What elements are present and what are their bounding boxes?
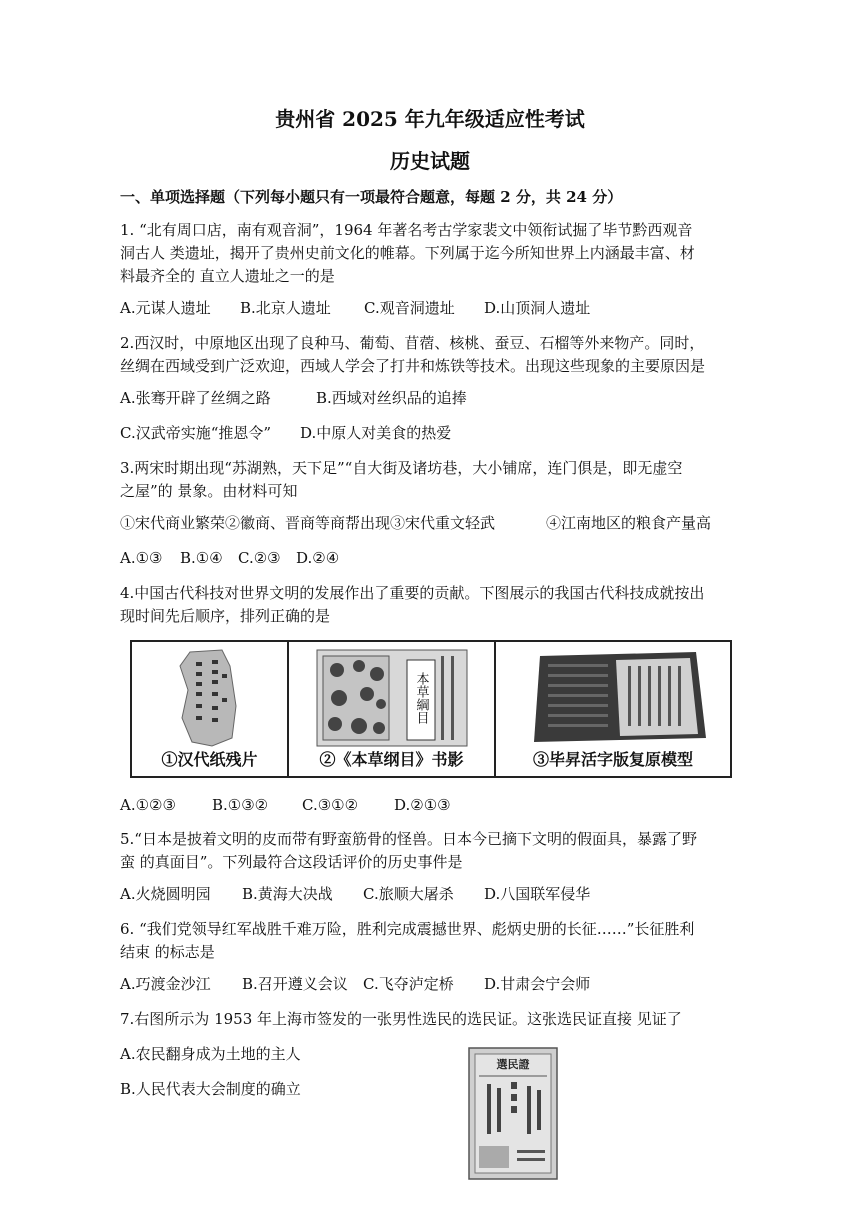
- q4-line-1: 4.中国古代科技对世界文明的发展作出了重要的贡献。下图展示的我国古代科技成就按出: [120, 584, 705, 602]
- q6-line-1: 6. “我们党领导红军战胜千难万险，胜利完成震撼世界、彪炳史册的长征……”长征胜利: [120, 920, 695, 938]
- q3-statements-a: ①宋代商业繁荣②徽商、晋商等商帮出现③宋代重文轻武: [120, 514, 496, 532]
- q3-option-a[interactable]: A.①③: [120, 549, 163, 567]
- q6-option-b[interactable]: B.召开遵义会议: [242, 975, 348, 993]
- q5-option-b[interactable]: B.黄海大决战: [242, 885, 333, 903]
- q3-option-c[interactable]: C.②③: [238, 549, 281, 567]
- q6-option-c[interactable]: C.飞夺泸定桥: [363, 975, 454, 993]
- q6-options: [120, 974, 590, 994]
- q1-options: [120, 298, 590, 318]
- q7-line-1: 7.右图所示为 1953 年上海市签发的一张男性选民的选民证。这张选民证直接 见证了: [120, 1010, 682, 1028]
- q3-options: [120, 548, 339, 568]
- q5-option-a[interactable]: A.火烧圆明园: [120, 885, 211, 903]
- q6-line-2: 结束 的标志是: [120, 943, 215, 961]
- q2-option-d[interactable]: D.中原人对美食的热爱: [300, 424, 452, 442]
- voter-card-title: 選民證: [496, 1058, 530, 1071]
- movable-type-panel: [496, 642, 730, 776]
- book-image: [289, 646, 494, 750]
- q3-option-b[interactable]: B.①④: [180, 549, 223, 567]
- q1-option-b[interactable]: B.北京人遗址: [240, 299, 331, 317]
- q2-line-1: 2.西汉时，中原地区出现了良种马、葡萄、苜蓿、核桃、蚕豆、石榴等外来物产。同时，: [120, 334, 705, 352]
- paper-fragment-image: [132, 646, 287, 750]
- q1-option-c[interactable]: C.观音洞遗址: [364, 299, 455, 317]
- q4-option-d[interactable]: D.②①③: [394, 796, 451, 814]
- q1-line-1: 1. “北有周口店，南有观音洞”，1964 年著名考古学家裴文中领衔试掘了毕节黔西观音: [120, 221, 693, 239]
- q4-option-a[interactable]: A.①②③: [120, 796, 176, 814]
- book-panel: [289, 642, 496, 776]
- exam-subtitle: 历史试题: [390, 149, 470, 173]
- q4-line-2: 现时间先后顺序，排列正确的是: [120, 607, 331, 625]
- q4-figure: [130, 640, 732, 778]
- q5-option-d[interactable]: D.八国联军侵华: [484, 885, 591, 903]
- movable-type-image: [496, 646, 732, 750]
- q1-line-3: 料最齐全的 直立人遗址之一的是: [120, 267, 335, 285]
- caption-1: ①汉代纸残片: [161, 750, 258, 769]
- section-heading: 一、单项选择题（下列每小题只有一项最符合题意，每题 2 分，共 24 分）: [120, 188, 623, 206]
- q3-line-2: 之屋”的 景象。由材料可知: [120, 482, 298, 500]
- caption-3: ③毕昇活字版复原模型: [532, 750, 693, 769]
- q4-option-c[interactable]: C.③①②: [302, 796, 359, 814]
- q5-line-1: 5.“日本是披着文明的皮而带有野蛮筋骨的怪兽。日本今已摘下文明的假面具，暴露了野: [120, 830, 697, 848]
- q2-line-2: 丝绸在西域受到广泛欢迎，西域人学会了打井和炼铁等技术。出现这些现象的主要原因是: [120, 357, 706, 375]
- q7-option-a[interactable]: A.农民翻身成为土地的主人: [120, 1045, 301, 1063]
- q1-option-d[interactable]: D.山顶洞人遗址: [484, 299, 591, 317]
- q2-option-a[interactable]: A.张骞开辟了丝绸之路: [120, 389, 271, 407]
- q2-option-c[interactable]: C.汉武帝实施“推恩令”: [120, 424, 272, 442]
- voter-card-image: [467, 1046, 559, 1181]
- q1-line-2: 洞古人 类遗址，揭开了贵州史前文化的帷幕。下列属于迄今所知世界上内涵最丰富、材: [120, 244, 695, 262]
- q2-option-b[interactable]: B.西域对丝织品的追捧: [316, 389, 467, 407]
- paper-fragment-panel: [132, 642, 289, 776]
- q3-statements: [120, 513, 711, 533]
- q7-option-b[interactable]: B.人民代表大会制度的确立: [120, 1080, 301, 1098]
- q1-option-a[interactable]: A.元谋人遗址: [120, 299, 211, 317]
- q2-options-row-2: [120, 423, 451, 443]
- q3-line-1: 3.两宋时期出现“苏湖熟，天下足”“自大街及诸坊巷，大小铺席，连门俱是，即无虚空: [120, 459, 683, 477]
- exam-title: 贵州省 2025 年九年级适应性考试: [275, 107, 585, 131]
- q5-option-c[interactable]: C.旅顺大屠杀: [363, 885, 454, 903]
- q4-option-b[interactable]: B.①③②: [212, 796, 269, 814]
- q6-option-a[interactable]: A.巧渡金沙江: [120, 975, 211, 993]
- q5-line-2: 蛮 的真面目”。下列最符合这段话评价的历史事件是: [120, 853, 463, 871]
- q3-statements-b: ④江南地区的粮食产量高: [546, 514, 712, 532]
- q3-option-d[interactable]: D.②④: [296, 549, 340, 567]
- q5-options: [120, 884, 590, 904]
- book-title-text: 本草綱目: [413, 672, 429, 724]
- caption-2: ②《本草纲目》书影: [319, 750, 464, 769]
- q6-option-d[interactable]: D.甘肃会宁会师: [484, 975, 591, 993]
- q2-options-row-1: [120, 388, 467, 408]
- q4-options: [120, 795, 451, 815]
